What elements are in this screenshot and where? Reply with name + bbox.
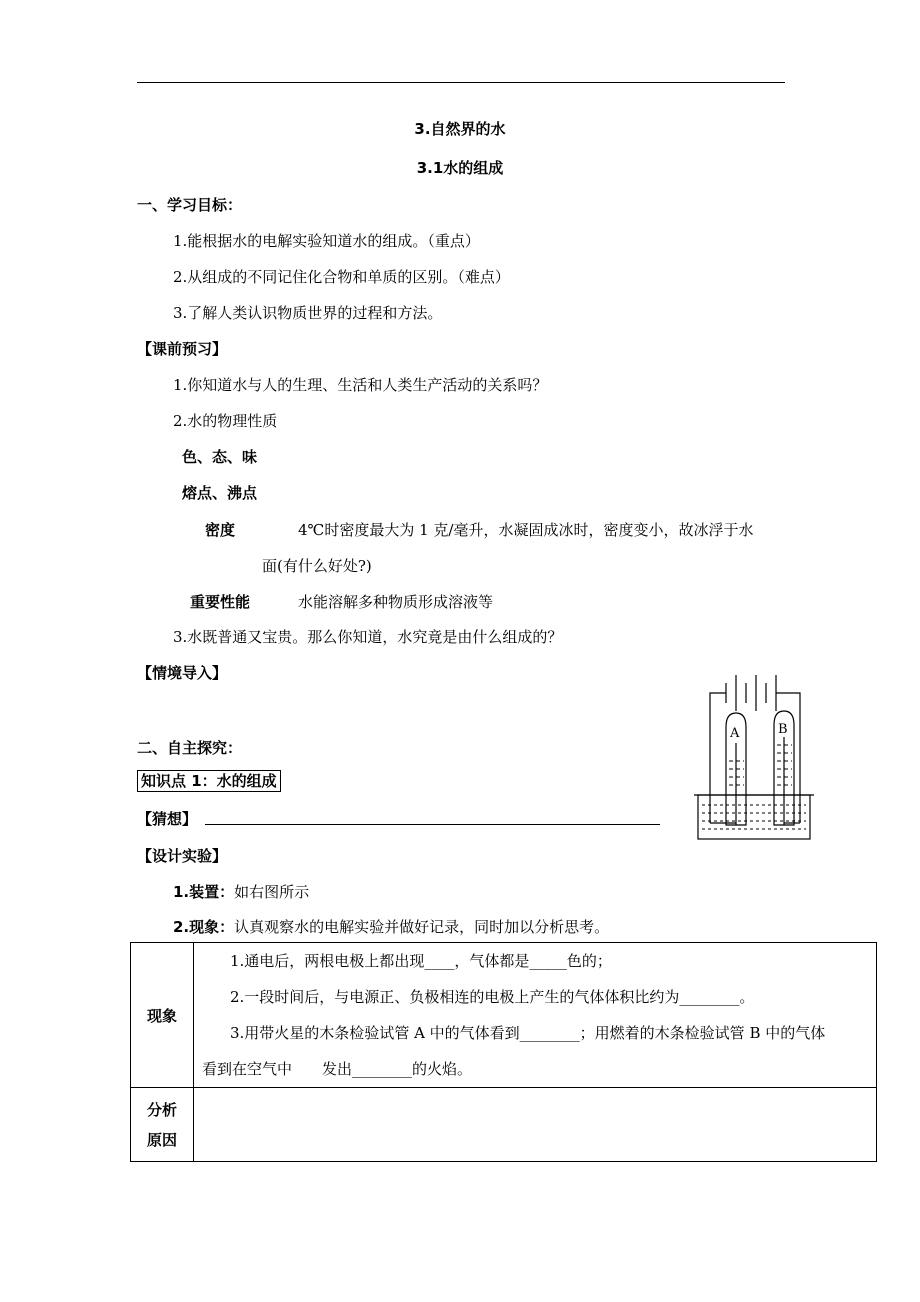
guess-label: 【猜想】 bbox=[137, 810, 198, 828]
explore-heading: 二、自主探究： bbox=[137, 739, 243, 757]
goal-item: 2.从组成的不同记住化合物和单质的区别。（难点） bbox=[173, 268, 510, 286]
phenomenon-item: 1.通电后，两根电极上都出现____，气体都是_____色的； bbox=[230, 952, 612, 970]
preview-question: 1.你知道水与人的生理、生活和人类生产活动的关系吗？ bbox=[173, 376, 548, 394]
density-text-cont: 面(有什么好处?) bbox=[262, 557, 372, 575]
chapter-title: 3.自然界的水 bbox=[414, 120, 506, 138]
tube-b-label: B bbox=[778, 722, 788, 737]
phenomenon-item: 3.用带火星的木条检验试管 A 中的气体看到________；用燃着的木条检验试管 B 中的气体 bbox=[230, 1024, 826, 1042]
phenomenon-row-label: 现象 bbox=[131, 943, 194, 1088]
phenomenon-label: 2.现象： bbox=[173, 918, 235, 936]
preview-question: 2.水的物理性质 bbox=[173, 412, 278, 430]
preview-heading: 【课前预习】 bbox=[137, 340, 228, 358]
electrolysis-apparatus-figure bbox=[692, 665, 817, 845]
goal-item: 3.了解人类认识物质世界的过程和方法。 bbox=[173, 304, 443, 322]
tube-a-label: A bbox=[730, 726, 740, 741]
density-label: 密度 bbox=[205, 521, 236, 539]
analysis-cell[interactable] bbox=[194, 1088, 877, 1162]
design-label: 【设计实验】 bbox=[137, 847, 228, 865]
property-color: 色、态、味 bbox=[182, 448, 258, 466]
important-label: 重要性能 bbox=[190, 593, 251, 611]
analysis-label-line: 原因 bbox=[146, 1130, 177, 1149]
section-title: 3.1水的组成 bbox=[416, 159, 504, 177]
guess-blank-line bbox=[205, 824, 660, 825]
analysis-row-label bbox=[131, 1088, 194, 1162]
table-row bbox=[131, 943, 877, 1088]
phenomenon-item: 2.一段时间后，与电源正、负极相连的电极上产生的气体体积比约为________。 bbox=[230, 988, 755, 1006]
experiment-record-table bbox=[130, 942, 877, 1162]
table-row bbox=[131, 1088, 877, 1162]
phenomenon-text: 认真观察水的电解实验并做好记录，同时加以分析思考。 bbox=[234, 918, 610, 936]
device-label: 1.装置： bbox=[173, 883, 235, 901]
intro-heading: 【情境导入】 bbox=[137, 664, 228, 682]
phenomenon-item: 看到在空气中 发出________的火焰。 bbox=[202, 1060, 473, 1078]
property-points: 熔点、沸点 bbox=[182, 484, 258, 502]
phenomenon-cell bbox=[194, 943, 877, 1088]
device-text: 如右图所示 bbox=[234, 883, 310, 901]
device-line bbox=[173, 881, 309, 902]
density-text: 4℃时密度最大为 1 克/毫升，水凝固成冰时，密度变小，故冰浮于水 bbox=[298, 521, 754, 539]
important-text: 水能溶解多种物质形成溶液等 bbox=[298, 593, 494, 611]
knowledge-point-box: 知识点 1：水的组成 bbox=[137, 770, 281, 792]
goals-heading: 一、学习目标： bbox=[137, 196, 243, 214]
header-rule bbox=[137, 82, 785, 83]
analysis-label-line: 分析 bbox=[146, 1100, 177, 1119]
goal-item: 1.能根据水的电解实验知道水的组成。（重点） bbox=[173, 232, 480, 250]
phenomenon-line bbox=[173, 916, 609, 937]
preview-question: 3.水既普通又宝贵。那么你知道，水究竟是由什么组成的？ bbox=[173, 628, 563, 646]
